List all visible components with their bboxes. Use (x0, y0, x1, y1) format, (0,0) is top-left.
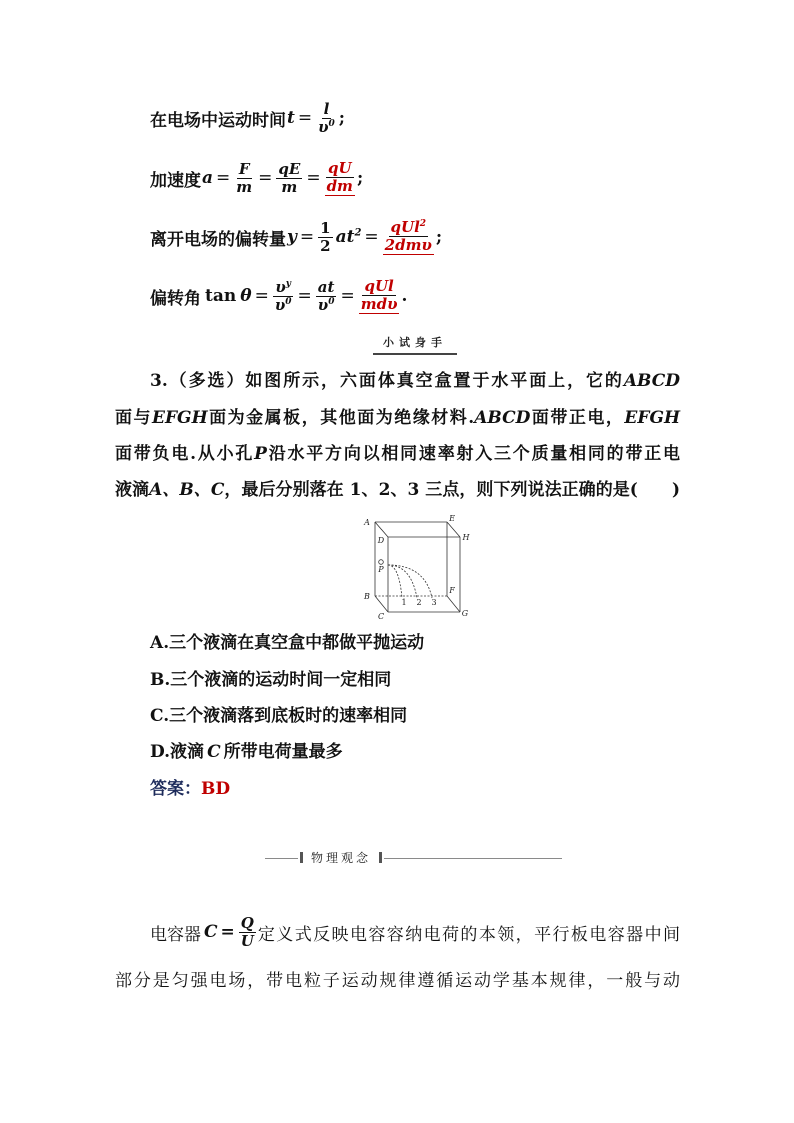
question-term: ABCD (474, 408, 531, 428)
vertex-label-f: F (449, 586, 455, 595)
equals-sign: = (216, 168, 231, 188)
option-a: A.三个液滴在真空盒中都做平抛运动 (150, 633, 425, 653)
paragraph-text: 电容器 (150, 924, 201, 945)
answer-label: 答案： (150, 779, 201, 799)
trajectory-1 (388, 565, 402, 598)
option-c: C.三个液滴落到底板时的速率相同 (150, 706, 408, 726)
point-label-2: 2 (416, 598, 422, 607)
variable-a: a (202, 168, 214, 188)
hole-label-p: P (378, 565, 384, 574)
question-term: A、B、C (149, 480, 225, 500)
edge-f-g (447, 596, 460, 612)
denominator (316, 119, 337, 136)
header-cap-right (379, 852, 382, 863)
numerator: 1 (320, 218, 331, 237)
option-term: C (207, 742, 221, 762)
question-text: 液滴 (115, 480, 150, 500)
question-text: 3.（多选）如图所示，六面体真空盒置于水平面上，它的 (150, 371, 624, 391)
fraction (234, 161, 254, 196)
numerator: at (317, 277, 335, 296)
fraction (318, 220, 332, 255)
formula-deflection-angle (150, 274, 407, 318)
formula-end: ; (435, 227, 443, 247)
question-text: 面为金属板，其他面为绝缘材料. (207, 408, 475, 428)
formula-acceleration (150, 156, 363, 200)
fraction (316, 279, 337, 314)
denominator: dm (326, 177, 353, 195)
question-line-4 (115, 477, 680, 503)
question-text: 面带正电， (530, 408, 625, 428)
superscript: 2 (419, 219, 427, 229)
denominator (316, 297, 337, 314)
numerator-base: υ (275, 277, 286, 296)
equals-sign: = (297, 286, 312, 306)
formula-end: . (401, 286, 408, 306)
equals-sign: = (299, 227, 315, 247)
equals-sign: = (258, 168, 273, 188)
paragraph-line-1 (150, 910, 680, 954)
header-rule-right (384, 858, 562, 859)
numerator: qU (327, 159, 352, 177)
vertex-label-g: G (461, 609, 469, 618)
denominator-base: υ (318, 117, 329, 136)
question-text: 沿水平方向以相同速率射入三个质量相同的带正电 (266, 444, 681, 464)
answer-fraction (383, 219, 434, 255)
formula-end: ; (338, 108, 346, 128)
term-at (336, 227, 362, 247)
denominator-base: υ (274, 295, 286, 314)
function-tan: tan (205, 286, 237, 306)
section-header-title: 物理观念 (310, 851, 371, 865)
superscript: 0 (328, 296, 335, 307)
point-label-3: 3 (431, 598, 437, 607)
section-header (265, 848, 562, 868)
fraction (276, 161, 302, 196)
denominator: m (281, 177, 298, 196)
equals-sign: = (254, 286, 269, 306)
question-term: EFGH (152, 408, 208, 428)
formula-label: 加速度 (150, 170, 201, 191)
equals-sign: = (306, 168, 321, 188)
section-tag: 小试身手 (373, 334, 457, 355)
superscript: y (285, 278, 291, 289)
denominator: mdυ (360, 295, 398, 313)
question-line-1 (150, 368, 680, 394)
numerator (389, 219, 429, 237)
answer (150, 776, 230, 802)
variable-c: C (204, 922, 218, 942)
point-label-1: 1 (401, 598, 407, 607)
question-text: ，最后分别落在 1、2、3 三点，则下列说法正确的是( ) (224, 480, 680, 500)
option-text: D.液滴 (150, 742, 205, 762)
question-text: 面带负电.从小孔 (115, 444, 255, 464)
denominator: 2 (320, 236, 331, 255)
denominator (273, 297, 294, 314)
numerator: Q (240, 913, 254, 932)
trajectory-3 (388, 565, 432, 598)
numerator: qUl (364, 277, 394, 295)
paragraph-line-2: 部分是匀强电场，带电粒子运动规律遵循运动学基本规律，一般与动 (115, 971, 680, 991)
numerator: F (238, 159, 250, 178)
vertex-label-h: H (462, 533, 470, 542)
variable-theta: θ (240, 286, 252, 306)
fraction (316, 101, 337, 136)
option-d (150, 739, 343, 765)
formula-label: 在电场中运动时间 (150, 110, 286, 131)
edge-a-d (375, 522, 388, 537)
equals-sign: = (297, 108, 313, 128)
term-base: at (335, 227, 355, 247)
vertex-label-b: B (364, 592, 370, 601)
equals-sign: = (340, 286, 355, 306)
denominator: 2dmυ (384, 236, 432, 254)
vertex-label-d: D (377, 536, 385, 545)
hole-p (379, 560, 384, 565)
question-term: EFGH (624, 408, 681, 428)
paragraph-text: 定义式反映电容容纳电荷的本领，平行板电容器中间 (257, 924, 680, 945)
numerator (273, 279, 293, 297)
variable-t: t (287, 108, 295, 128)
denominator: U (240, 931, 254, 950)
question-line-2 (115, 405, 680, 431)
formula-deflection (150, 215, 442, 259)
answer-fraction (325, 160, 355, 196)
question-line-3 (115, 441, 680, 467)
formula-label: 偏转角 (150, 288, 201, 309)
numerator: qE (278, 159, 301, 178)
edge-b-c (375, 596, 388, 612)
formula-label: 离开电场的偏转量 (150, 229, 286, 250)
header-cap-left (300, 852, 303, 863)
superscript: 2 (354, 227, 362, 239)
fraction (273, 279, 294, 314)
question-term: P (254, 444, 267, 464)
superscript: 0 (328, 118, 335, 129)
question-text: 面与 (115, 408, 153, 428)
edge-e-h (447, 522, 460, 537)
numerator-base: qUl (390, 218, 420, 236)
answer-fraction (359, 278, 400, 314)
denominator: m (236, 177, 253, 196)
vertex-label-e: E (449, 514, 455, 523)
equals-sign: = (220, 922, 235, 942)
equals-sign: = (364, 227, 379, 247)
vertex-label-c: C (377, 612, 385, 621)
fraction (239, 915, 256, 950)
numerator: l (323, 99, 330, 118)
option-text: 所带电荷量最多 (223, 742, 343, 762)
question-term: ABCD (623, 371, 680, 391)
vertex-label-a: A (364, 518, 370, 527)
variable-y: y (287, 227, 297, 247)
denominator-base: υ (317, 295, 329, 314)
header-rule-left (265, 858, 298, 859)
vacuum-box-figure (355, 508, 480, 628)
superscript: 0 (285, 296, 292, 307)
formula-end: ; (356, 168, 364, 188)
option-b: B.三个液滴的运动时间一定相同 (150, 670, 392, 690)
formula-time (150, 96, 345, 140)
answer-value: BD (201, 779, 231, 799)
